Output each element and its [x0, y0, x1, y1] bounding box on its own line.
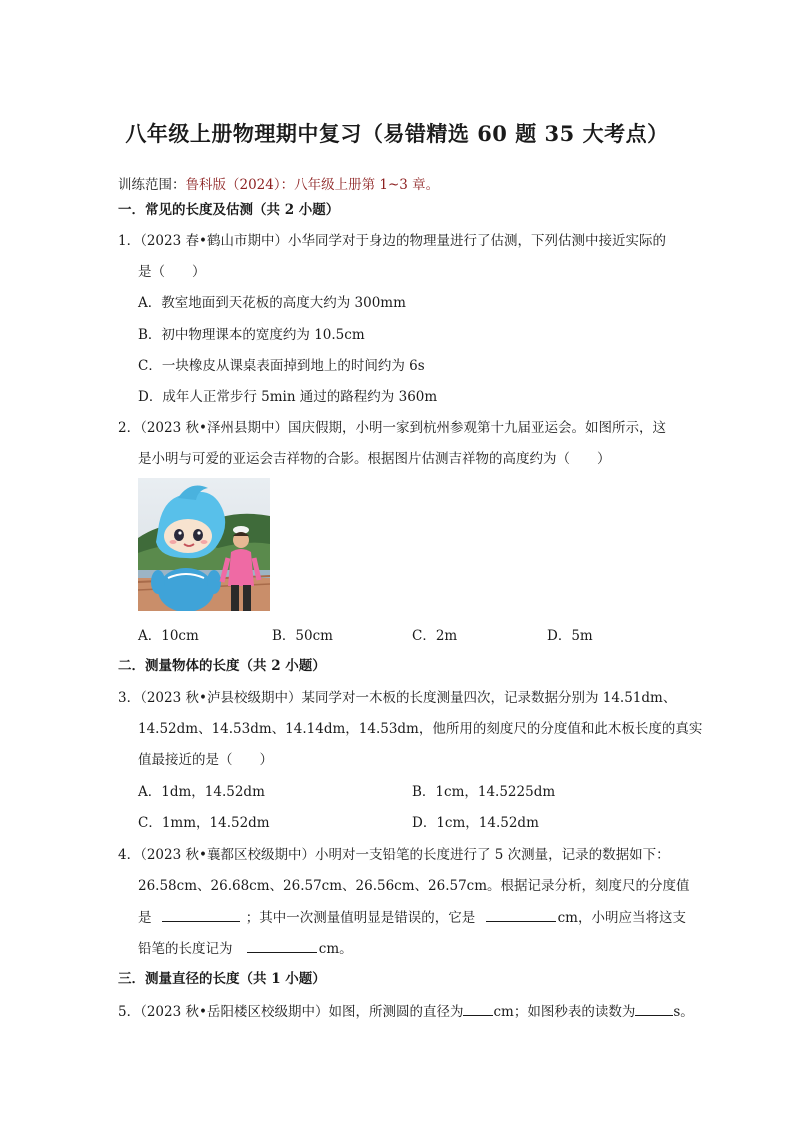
answer-blank-division[interactable]	[162, 907, 240, 922]
answer-blank-error-value[interactable]	[486, 907, 556, 922]
question-2-line-1: 2．（2023 秋•泽州县期中）国庆假期，小明一家到杭州参观第十九届亚运会。如图所示，这	[118, 420, 666, 436]
question-2-line-2: 是小明与可爱的亚运会吉祥物的合影。根据图片估测吉祥物的高度约为（ ）	[138, 451, 611, 467]
question-3-line-2: 14.52dm、14.53dm、14.14dm，14.53dm，他所用的刻度尺的分度值和此木板长度的真实	[138, 721, 703, 737]
question-4-text-b: ；其中一次测量值明显是错误的，它是	[245, 910, 476, 926]
question-2-option-b: B．50cm	[272, 628, 333, 644]
question-1-line-1: 1．（2023 春•鹤山市期中）小华同学对于身边的物理量进行了估测，下列估测中接近实际的	[118, 233, 666, 249]
question-1-option-b: B．初中物理课本的宽度约为 10.5cm	[138, 327, 365, 343]
question-1-option-d: D．成年人正常步行 5min 通过的路程约为 360m	[138, 389, 438, 405]
question-3-option-b: B．1cm，14.5225dm	[412, 784, 556, 800]
mascot-photo	[138, 478, 270, 611]
answer-blank-length[interactable]	[247, 938, 317, 953]
mascot-photo-image	[138, 478, 270, 611]
question-4-text-c: cm，小明应当将这支	[557, 910, 686, 926]
answer-blank-diameter[interactable]	[463, 1001, 493, 1016]
page-title: 八年级上册物理期中复习（易错精选 60 题 35 大考点）	[125, 121, 669, 146]
question-5-line-1	[118, 1001, 694, 1022]
question-4-line-1: 4．（2023 秋•襄都区校级期中）小明对一支铅笔的长度进行了 5 次测量，记录的数据如下：	[118, 847, 670, 863]
training-range-label: 训练范围：	[118, 177, 186, 193]
question-3-option-c: C．1mm，14.52dm	[138, 815, 270, 831]
question-3-option-a: A．1dm，14.52dm	[138, 784, 265, 800]
question-1-option-a: A．教室地面到天花板的高度大约为 300mm	[138, 295, 406, 311]
answer-blank-stopwatch[interactable]	[635, 1001, 673, 1016]
question-5-text-a: 5．（2023 秋•岳阳楼区校级期中）如图，所测圆的直径为	[118, 1004, 464, 1020]
question-4-text-d: 铅笔的长度记为	[138, 941, 233, 957]
training-range-value: 鲁科版（2024）：八年级上册第 1~3 章。	[185, 177, 440, 193]
question-5-text-b: cm；如图秒表的读数为	[493, 1004, 636, 1020]
section-heading-2: 二．测量物体的长度（共 2 小题）	[118, 658, 326, 674]
section-heading-1: 一．常见的长度及估测（共 2 小题）	[118, 202, 340, 218]
question-5-text-c: s。	[673, 1004, 694, 1020]
question-3-line-3: 值最接近的是（ ）	[138, 752, 273, 768]
question-2-option-d: D．5m	[547, 628, 593, 644]
question-1-option-c: C．一块橡皮从课桌表面掉到地上的时间约为 6s	[138, 358, 425, 374]
question-4-text-a: 是	[138, 910, 152, 926]
question-4-line-3	[138, 907, 686, 928]
question-3-option-d: D．1cm，14.52dm	[412, 815, 539, 831]
question-3-line-1: 3．（2023 秋•泸县校级期中）某同学对一木板的长度测量四次，记录数据分别为 14.51dm、	[118, 690, 677, 706]
question-4-text-e: cm。	[318, 941, 353, 957]
question-1-line-2: 是（ ）	[138, 264, 206, 280]
training-range	[118, 175, 439, 195]
question-2-option-a: A．10cm	[138, 628, 199, 644]
section-heading-3: 三．测量直径的长度（共 1 小题）	[118, 971, 326, 987]
question-2-option-c: C．2m	[412, 628, 458, 644]
question-4-line-4	[138, 938, 353, 959]
question-4-line-2: 26.58cm、26.68cm、26.57cm、26.56cm、26.57cm。根据记录分析，刻度尺的分度值	[138, 878, 690, 894]
